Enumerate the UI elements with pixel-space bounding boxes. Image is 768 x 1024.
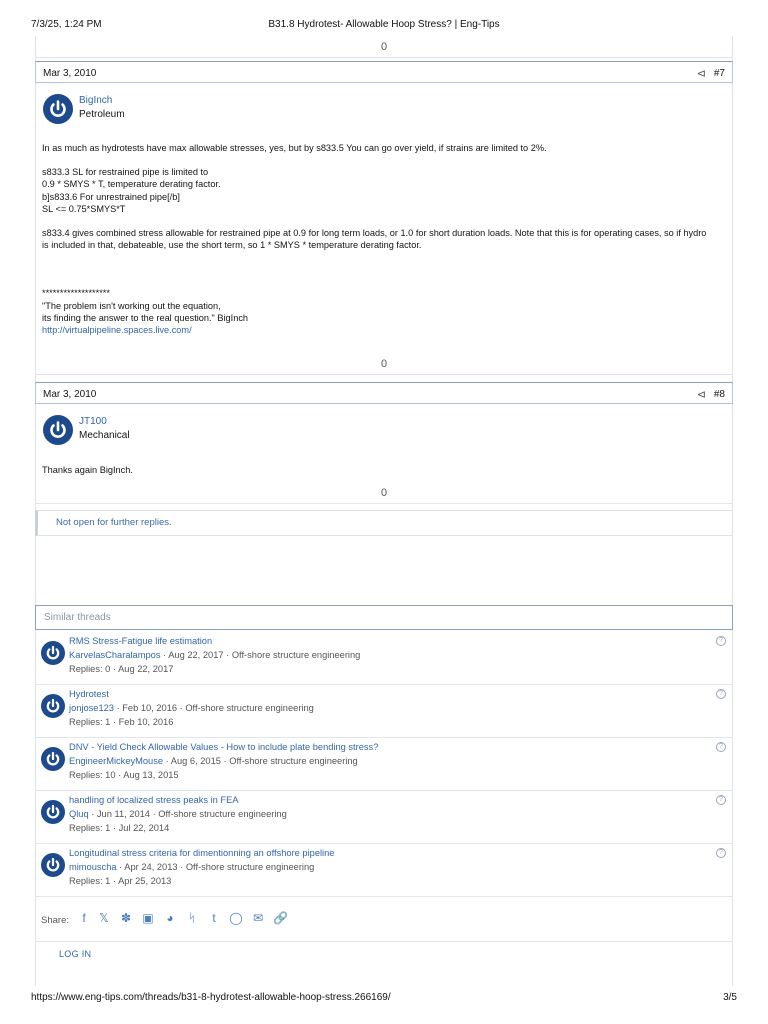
post-line: b]s833.6 For unrestrained pipe[/b] — [42, 191, 180, 202]
avatar[interactable] — [41, 747, 65, 771]
thread-page — [35, 36, 733, 986]
print-header — [31, 19, 737, 33]
thread-title[interactable]: handling of localized stress peaks in FEA — [69, 795, 239, 805]
similar-thread-item[interactable] — [35, 685, 733, 738]
share-bar — [35, 900, 733, 942]
username[interactable]: BigInch — [79, 95, 113, 106]
post-line: In as much as hydrotests have max allowable stresses, yes, but by s833.5 You can go over yield, if strains are limited to 2%. — [42, 143, 547, 153]
similar-thread-item[interactable] — [35, 632, 733, 685]
signature-line: "The problem isn't working out the equation, — [42, 300, 221, 311]
thread-replies: Replies: 1 · Jul 22, 2014 — [69, 823, 170, 833]
thread-meta: KarvelasCharalampos · Aug 22, 2017 · Off-shore structure engineering — [69, 650, 361, 660]
username[interactable]: JT100 — [79, 416, 107, 427]
avatar[interactable] — [43, 415, 73, 445]
thread-replies: Replies: 10 · Aug 13, 2015 — [69, 770, 179, 780]
user-title: Petroleum — [79, 109, 125, 120]
post-body — [42, 142, 723, 336]
linkedin-icon[interactable]: ▣ — [142, 911, 154, 925]
thread-meta: jonjose123 · Feb 10, 2016 · Off-shore structure engineering — [69, 703, 314, 713]
bluesky-icon[interactable]: ✽ — [120, 911, 132, 925]
question-icon: ? — [716, 636, 726, 646]
post-line: 0.9 * SMYS * T, temperature derating factor. — [42, 179, 221, 190]
post-line: is included in that, debateable, use the short term, so 1 * SMYS * temperature derating factor. — [42, 240, 422, 251]
avatar[interactable] — [41, 694, 65, 718]
thread-author[interactable]: EngineerMickeyMouse — [69, 756, 164, 766]
thread-title[interactable]: RMS Stress-Fatigue life estimation — [69, 636, 213, 646]
post-date[interactable]: Mar 3, 2010 — [43, 389, 97, 400]
reaction-count[interactable]: 0 — [35, 353, 733, 375]
signature-link[interactable]: http://virtualpipeline.spaces.live.com/ — [42, 325, 192, 336]
power-logo-icon — [43, 415, 73, 445]
thread-author[interactable]: KarvelasCharalampos — [69, 650, 161, 660]
post-line: s833.3 SL for restrained pipe is limited to — [42, 167, 209, 178]
power-logo-icon — [41, 694, 65, 718]
thread-forum[interactable]: Off-shore structure engineering — [158, 809, 287, 819]
thread-forum[interactable]: Off-shore structure engineering — [231, 650, 361, 660]
avatar[interactable] — [41, 853, 65, 877]
reaction-count[interactable]: 0 — [35, 36, 733, 58]
thread-replies: Replies: 0 · Aug 22, 2017 — [69, 664, 174, 674]
link-icon[interactable]: 🔗 — [273, 911, 288, 925]
post-line: SL <= 0.75*SMYS*T — [42, 203, 126, 214]
power-logo-icon — [41, 853, 65, 877]
share-label: Share: — [41, 915, 69, 926]
thread-forum[interactable]: Off-shore structure engineering — [229, 756, 358, 766]
thread-date: Apr 24, 2013 — [124, 862, 178, 872]
thread-meta: mimouscha · Apr 24, 2013 · Off-shore structure engineering — [69, 862, 315, 872]
share-icon[interactable]: ⊲ — [696, 389, 706, 401]
post-header — [35, 382, 733, 404]
thread-author[interactable]: Qluq — [69, 809, 89, 819]
power-logo-icon — [41, 641, 65, 665]
thread-date: Feb 10, 2016 — [122, 703, 178, 713]
login-link[interactable]: LOG IN — [59, 949, 92, 959]
whatsapp-icon[interactable]: ◯ — [229, 911, 243, 925]
thread-author[interactable]: mimouscha — [69, 862, 117, 872]
question-icon: ? — [716, 689, 726, 699]
avatar[interactable] — [41, 641, 65, 665]
print-page-number: 3/5 — [723, 992, 737, 1003]
tumblr-icon[interactable]: t — [212, 911, 216, 925]
post-body — [42, 464, 723, 476]
question-icon: ? — [716, 795, 726, 805]
x-icon[interactable]: 𝕏 — [99, 911, 109, 925]
share-icon[interactable]: ⊲ — [696, 68, 706, 80]
power-logo-icon — [41, 747, 65, 771]
post-header — [35, 61, 733, 83]
thread-replies: Replies: 1 · Apr 25, 2013 — [69, 876, 172, 886]
thread-closed-notice: Not open for further replies. — [35, 510, 733, 536]
similar-thread-item[interactable] — [35, 791, 733, 844]
question-icon: ? — [716, 742, 726, 752]
user-title: Mechanical — [79, 430, 130, 441]
thread-title[interactable]: Longitudinal stress criteria for dimentionning an offshore pipeline — [69, 848, 335, 858]
thread-date: Aug 22, 2017 — [168, 650, 224, 660]
email-icon[interactable]: ✉ — [252, 911, 264, 925]
avatar[interactable] — [41, 800, 65, 824]
post-number[interactable]: #8 — [713, 389, 725, 400]
power-logo-icon — [43, 94, 73, 124]
thread-date: Aug 6, 2015 — [170, 756, 221, 766]
reddit-icon[interactable]: ◕ — [166, 911, 174, 925]
similar-thread-item[interactable] — [35, 844, 733, 897]
print-date: 7/3/25, 1:24 PM — [31, 19, 102, 30]
pinterest-icon[interactable]: ᛋ — [188, 911, 196, 925]
thread-author[interactable]: jonjose123 — [69, 703, 114, 713]
thread-title[interactable]: Hydrotest — [69, 689, 109, 699]
signature-line: its finding the answer to the real question." BigInch — [42, 312, 249, 323]
reaction-count[interactable]: 0 — [35, 482, 733, 504]
post-number[interactable]: #7 — [713, 68, 725, 79]
thread-title[interactable]: DNV - Yield Check Allowable Values - How to include plate bending stress? — [69, 742, 379, 752]
question-icon: ? — [716, 848, 726, 858]
thread-meta: Qluq · Jun 11, 2014 · Off-shore structure engineering — [69, 809, 287, 819]
print-title: B31.8 Hydrotest- Allowable Hoop Stress? | Eng-Tips — [268, 19, 500, 30]
thread-date: Jun 11, 2014 — [96, 809, 150, 819]
signature-stars: ******************* — [42, 288, 110, 299]
thread-meta: EngineerMickeyMouse · Aug 6, 2015 · Off-shore structure engineering — [69, 756, 358, 766]
avatar[interactable] — [43, 94, 73, 124]
similar-thread-item[interactable] — [35, 738, 733, 791]
power-logo-icon — [41, 800, 65, 824]
post-line: s833.4 gives combined stress allowable for restrained pipe at 0.9 for long term loads, or 1.0 for short duration loads. Note that this is for operating cases, so if hydro — [42, 228, 707, 239]
post-line: Thanks again BigInch. — [42, 465, 133, 475]
post-date[interactable]: Mar 3, 2010 — [43, 68, 97, 79]
similar-threads-heading: Similar threads — [35, 605, 733, 630]
facebook-icon[interactable]: f — [82, 911, 86, 925]
thread-forum[interactable]: Off-shore structure engineering — [185, 703, 314, 713]
print-url: https://www.eng-tips.com/threads/b31-8-hydrotest-allowable-hoop-stress.266169/ — [31, 992, 391, 1003]
print-footer — [31, 992, 737, 1006]
thread-replies: Replies: 1 · Feb 10, 2016 — [69, 717, 174, 727]
thread-forum[interactable]: Off-shore structure engineering — [185, 862, 315, 872]
